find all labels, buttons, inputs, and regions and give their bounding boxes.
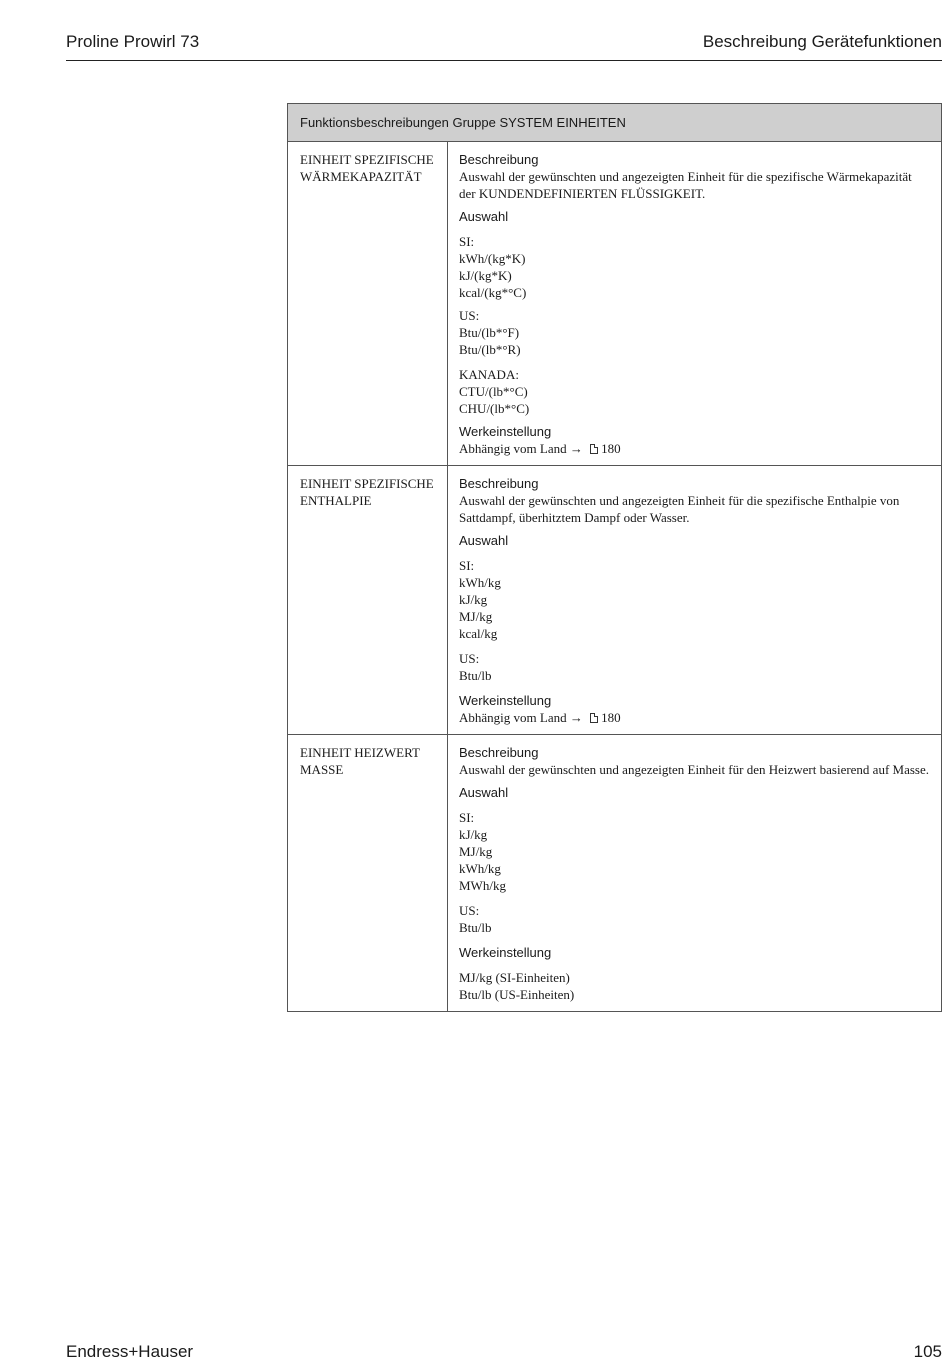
function-name-line: WÄRMEKAPAZITÄT [300,169,422,184]
table-title: Funktionsbeschreibungen Gruppe SYSTEM EINHEITEN [288,104,942,142]
table-row [288,735,942,1012]
option-line: CHU/(lb*°C) [459,401,530,416]
option-line: kJ/kg [459,592,488,607]
auswahl-label: Auswahl [459,785,509,800]
header-section-title: Beschreibung Gerätefunktionen [702,32,942,51]
option-line: kcal/kg [459,626,498,641]
option-line: kJ/(kg*K) [459,268,512,283]
table-row [288,466,942,735]
option-group-us [459,650,930,684]
option-line: SI: [459,234,475,249]
option-group-si [459,233,930,301]
page-reference-icon [590,444,598,454]
option-line: SI: [459,810,475,825]
arrow-right-icon: → [569,441,583,456]
werkeinstellung-values [459,969,930,1003]
page-reference-icon [590,713,598,723]
option-line: kJ/kg [459,827,488,842]
werkeinstellung-value [459,709,930,726]
werkeinstellung-line: Btu/lb (US-Einheiten) [459,987,575,1002]
option-line: MJ/kg [459,609,493,624]
option-line: SI: [459,558,475,573]
auswahl-label: Auswahl [459,209,509,224]
option-line: Btu/lb [459,920,492,935]
option-group-si [459,809,930,894]
page-header [66,32,942,61]
option-line: MWh/kg [459,878,506,893]
beschreibung-text: Auswahl der gewünschten und angezeigten Einheit für die spezifische Enthalpie von Sattdampf, überhitztem Dampf oder Wasser. [459,493,900,525]
footer-page-number: 105 [913,1342,942,1361]
option-group-us [459,307,930,358]
beschreibung-label: Beschreibung [459,152,539,167]
function-description-cell [448,735,942,1012]
option-group-si [459,557,930,642]
function-name-line: EINHEIT SPEZIFISCHE [300,476,434,491]
option-line: Btu/(lb*°R) [459,342,521,357]
beschreibung-text: Auswahl der gewünschten und angezeigten Einheit für die spezifische Wärmekapazität der KUNDENDEFINIERTEN FLÜSSIGKEIT. [459,169,912,201]
werkeinstellung-label: Werkeinstellung [459,693,552,708]
option-line: MJ/kg [459,844,493,859]
auswahl-label: Auswahl [459,533,509,548]
arrow-right-icon: → [569,710,583,725]
option-line: kWh/kg [459,575,501,590]
header-product-name: Proline Prowirl 73 [66,32,200,51]
option-line: Btu/(lb*°F) [459,325,520,340]
beschreibung-text: Auswahl der gewünschten und angezeigten Einheit für den Heizwert basierend auf Masse. [459,762,929,777]
werkeinstellung-line: MJ/kg (SI-Einheiten) [459,970,570,985]
page-reference-link[interactable]: 180 [601,441,621,456]
option-line: kWh/kg [459,861,501,876]
option-group-us [459,902,930,936]
footer-company: Endress+Hauser [66,1342,194,1361]
function-name-cell [288,466,448,735]
option-group-kanada [459,366,930,417]
function-name-cell [288,142,448,466]
option-line: CTU/(lb*°C) [459,384,528,399]
werkeinstellung-label: Werkeinstellung [459,424,552,439]
werkeinstellung-value [459,440,930,457]
function-description-cell [448,142,942,466]
option-line: KANADA: [459,367,519,382]
function-name-line: MASSE [300,762,344,777]
function-name-line: EINHEIT HEIZWERT [300,745,420,760]
option-line: kcal/(kg*°C) [459,285,527,300]
option-line: US: [459,903,480,918]
function-name-line: ENTHALPIE [300,493,372,508]
function-name-line: EINHEIT SPEZIFISCHE [300,152,434,167]
function-description-cell [448,466,942,735]
function-name-cell [288,735,448,1012]
page-reference-link[interactable]: 180 [601,710,621,725]
option-line: kWh/(kg*K) [459,251,526,266]
beschreibung-label: Beschreibung [459,476,539,491]
function-description-table [287,103,942,1012]
option-line: Btu/lb [459,668,492,683]
option-line: US: [459,651,480,666]
table-row [288,142,942,466]
werkeinstellung-text: Abhängig vom Land [459,710,567,725]
beschreibung-label: Beschreibung [459,745,539,760]
werkeinstellung-text: Abhängig vom Land [459,441,567,456]
werkeinstellung-label: Werkeinstellung [459,945,552,960]
option-line: US: [459,308,480,323]
